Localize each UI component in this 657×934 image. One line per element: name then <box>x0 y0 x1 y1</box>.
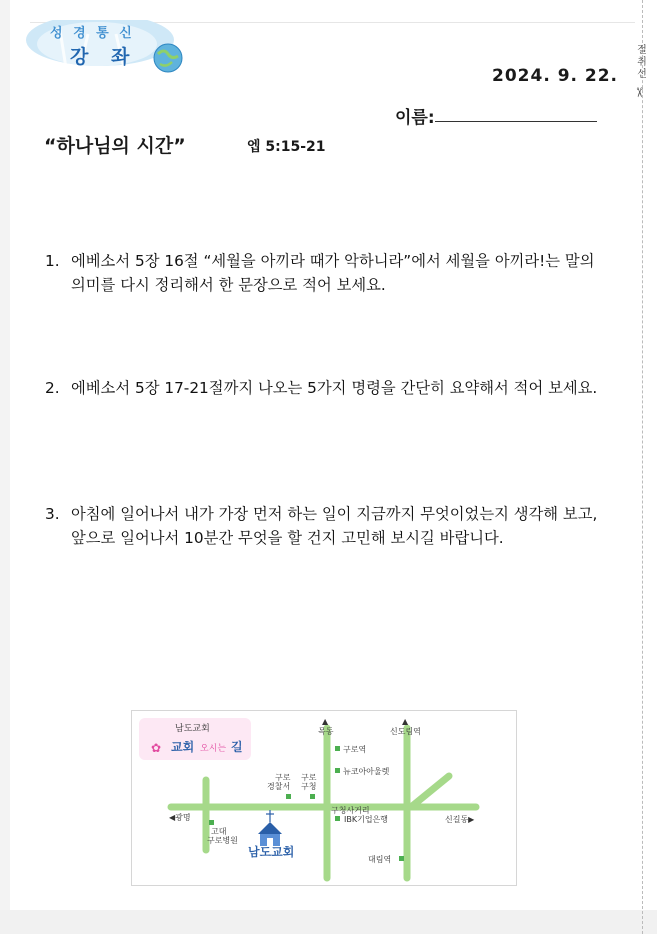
scripture-reference: 엡 5:15-21 <box>247 139 326 155</box>
map-heading-church: 교회 <box>171 740 195 754</box>
north-arrow-icon: ▲ <box>322 717 329 726</box>
map-graphic <box>131 710 517 886</box>
map-label-ibk: IBK기업은행 <box>344 815 389 824</box>
map-label-office-2: 구청 <box>301 782 317 791</box>
name-blank-line <box>435 121 597 122</box>
map-marker <box>399 856 404 861</box>
map-label-gwangmyeong: ◀광명 <box>169 813 191 822</box>
question-text: 아침에 일어나서 내가 가장 먼저 하는 일이 지금까지 무엇이었는지 생각해 보고, 앞으로 일어나서 10분간 무엇을 할 건지 고민해 보시길 바랍니다. <box>71 505 598 547</box>
map-marker <box>286 794 291 799</box>
perforation-line <box>642 0 644 934</box>
map-marker <box>310 794 315 799</box>
map-label-newcore: 뉴코아아울렛 <box>343 767 390 776</box>
map-label-korea-univ-2: 구로병원 <box>207 836 238 845</box>
map-label-office-1: 구로 <box>301 773 317 782</box>
map-heading-coming: 오시는 <box>200 744 227 754</box>
map-marker <box>335 746 340 751</box>
page-left-margin <box>0 0 10 934</box>
scissors-icon: ✂ <box>630 87 646 98</box>
map-label-singil: 신길동▶ <box>445 815 475 824</box>
map-marker <box>209 820 214 825</box>
map-label-intersection: 구청사거리 <box>331 806 370 815</box>
name-label: 이름: <box>395 108 435 128</box>
page-bottom-margin <box>0 910 657 934</box>
map-marker <box>335 816 340 821</box>
map-label-daerim: 대림역 <box>368 855 392 864</box>
map-label-police-1: 구로 <box>275 773 291 782</box>
question-text: 에베소서 5장 16절 “세월을 아끼라 때가 악하니라”에서 세월을 아끼라!는 말의 의미를 다시 정리해서 한 문장으로 적어 보세요. <box>71 252 595 294</box>
logo-text-bottom: 강 좌 <box>70 46 138 68</box>
map-label-mokdong: 목동 <box>318 727 334 736</box>
worksheet-date: 2024. 9. 22. <box>492 66 619 86</box>
map-label-korea-univ-1: 고대 <box>211 827 227 836</box>
question-number: 1. <box>45 252 60 270</box>
lesson-title: “하나님의 시간” <box>44 135 186 157</box>
map-label-guro-station: 구로역 <box>343 745 367 754</box>
map-heading-road: 길 <box>231 740 243 754</box>
flower-icon: ✿ <box>151 741 162 755</box>
map-church-label: 남도교회 <box>248 845 295 859</box>
question-number: 3. <box>45 505 60 523</box>
map-label-sindorim: 신도림역 <box>390 727 421 736</box>
map-church-small: 남도교회 <box>175 724 210 734</box>
course-logo <box>22 20 184 80</box>
map-label-police-2: 경찰서 <box>267 782 291 791</box>
north-arrow-icon: ▲ <box>402 717 409 726</box>
map-marker <box>335 768 340 773</box>
question-number: 2. <box>45 379 60 397</box>
cut-line-label: 절취선 <box>637 45 647 80</box>
logo-text-top: 성 경 통 신 <box>50 26 135 41</box>
question-text: 에베소서 5장 17-21절까지 나오는 5가지 명령을 간단히 요약해서 적어 보세요. <box>71 379 598 397</box>
church-directions-map <box>131 710 517 886</box>
